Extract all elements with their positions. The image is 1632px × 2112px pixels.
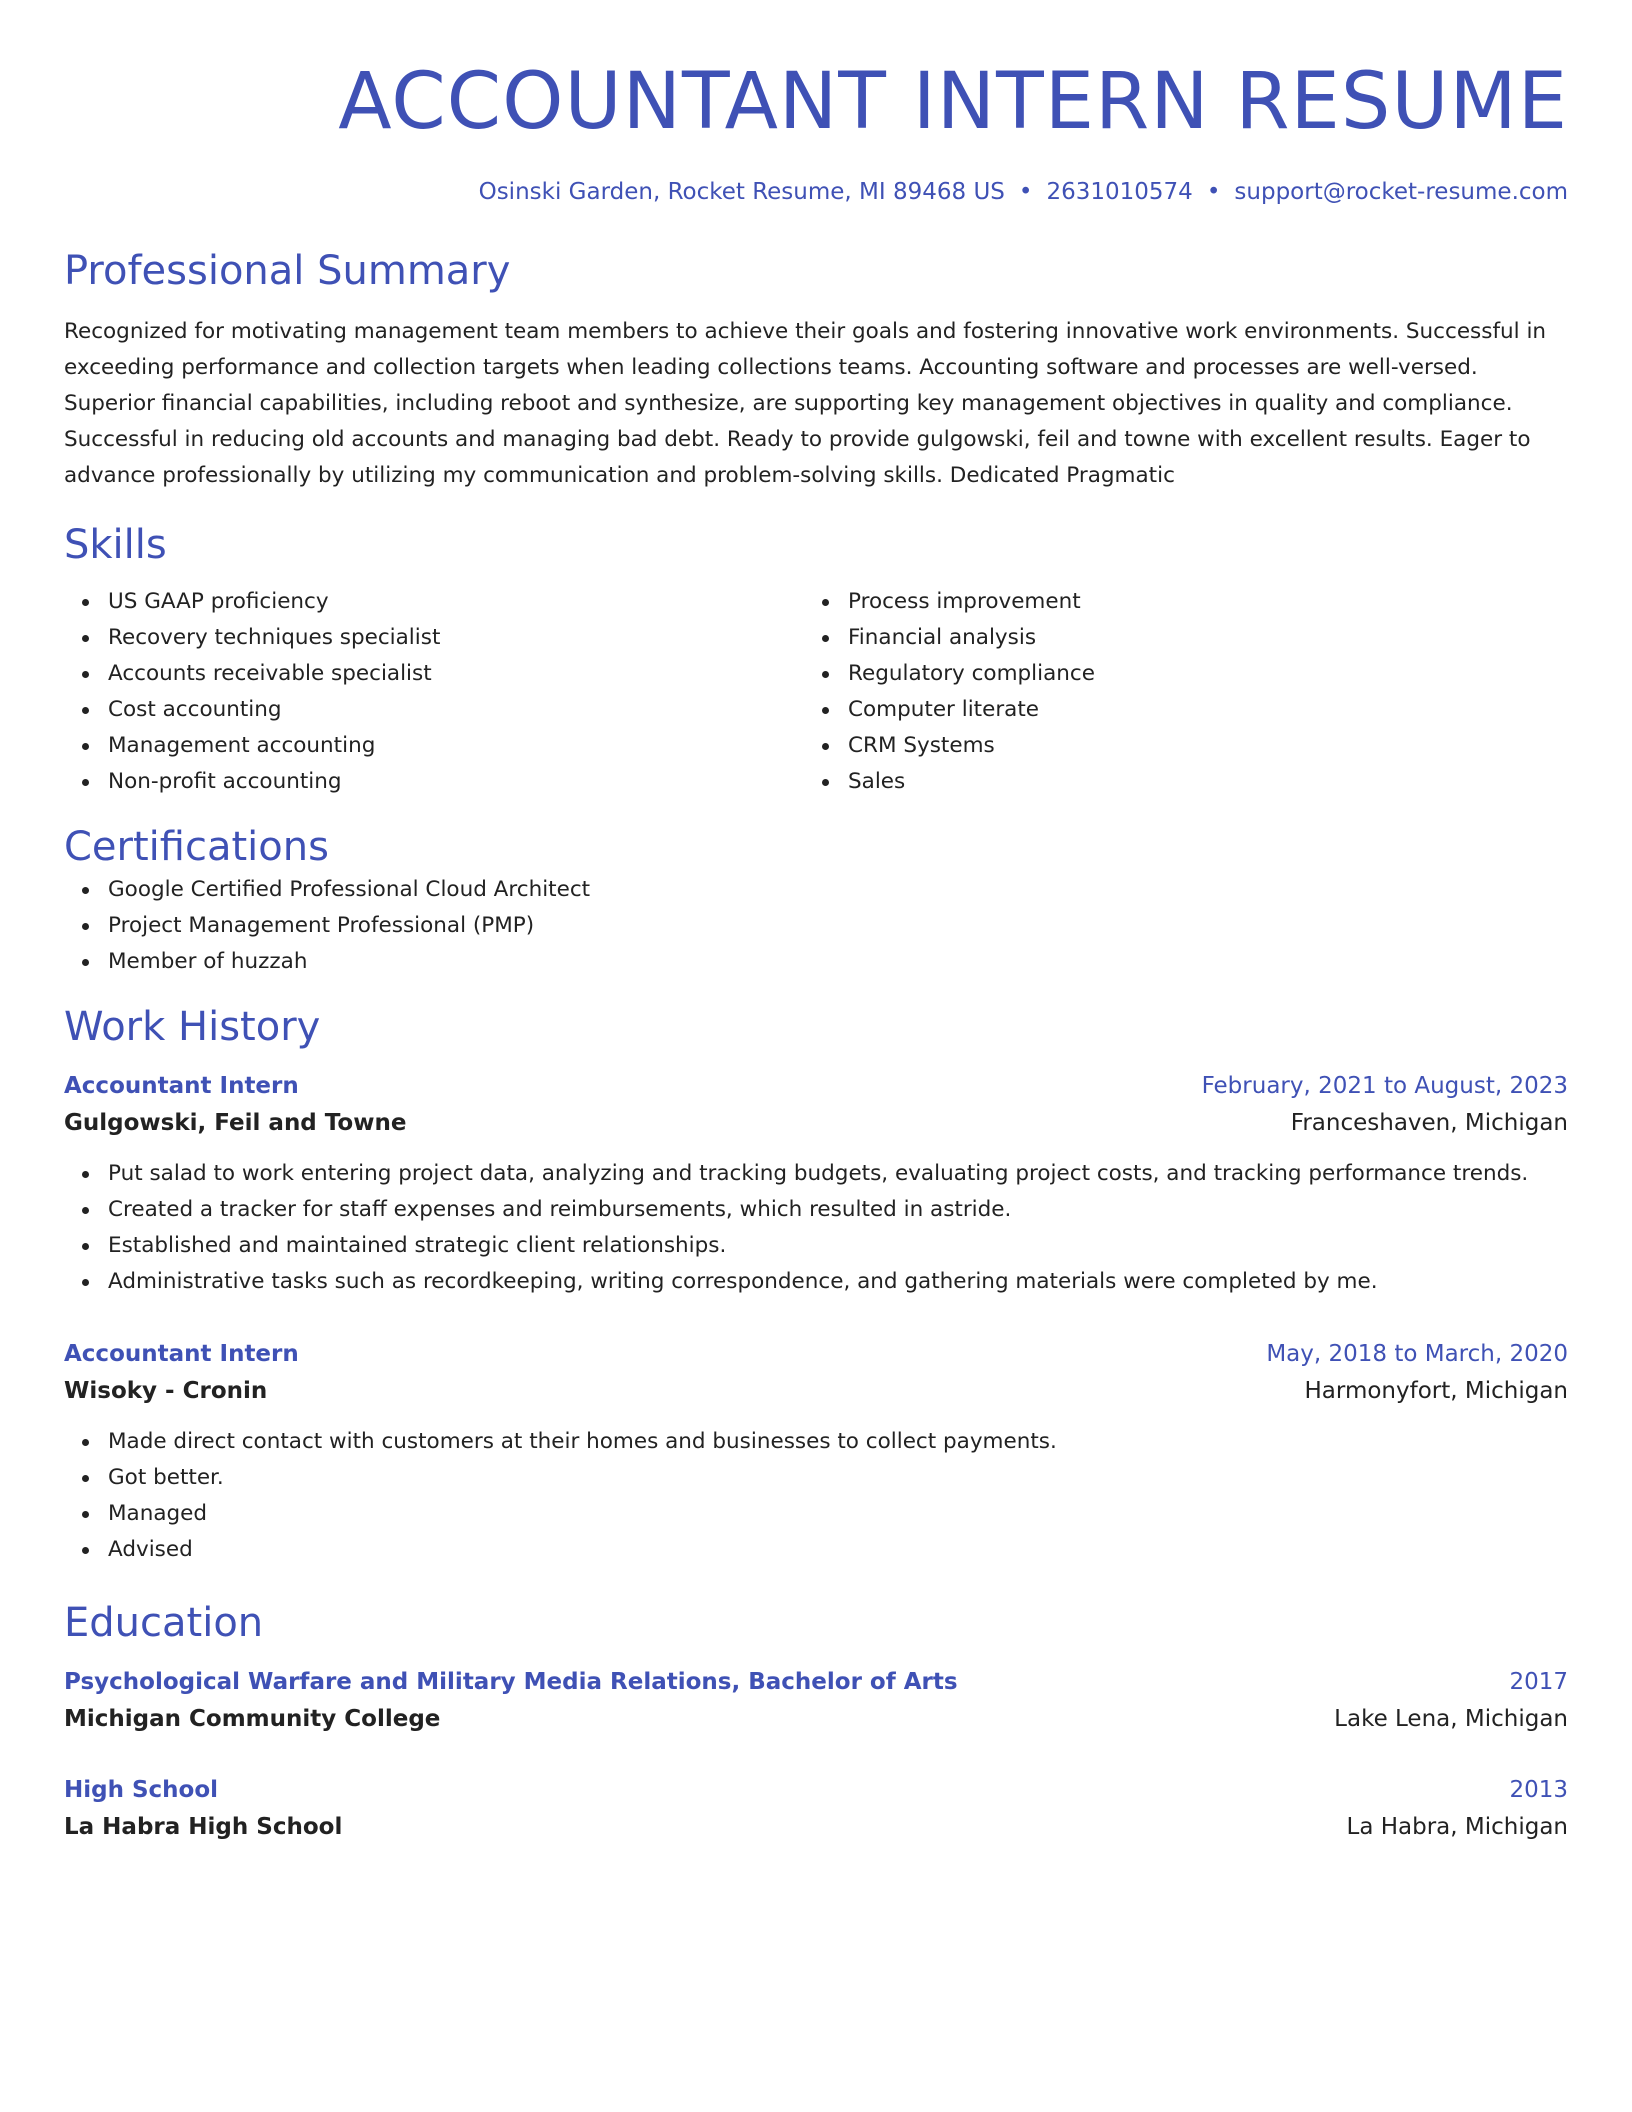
job-company-row bbox=[64, 1372, 1568, 1410]
education-year: 2017 bbox=[1509, 1669, 1568, 1695]
summary-paragraph: Recognized for motivating management team members to achieve their goals and fostering innovative work environments. Successful in exceeding performance and collection targets when leading collections teams. Accounting software and processes are well-versed. Superior financial capabilities, including reboot and synthesize, are supporting key management objectives in quality and compliance. Successful in reducing old accounts and managing bad debt. Ready to provide gulgowski, feil and towne with excellent results. Eager to advance professionally by utilizing my communication and problem-solving skills. Dedicated Pragmatic bbox=[64, 319, 1547, 488]
job-location: Franceshaven, Michigan bbox=[1290, 1110, 1568, 1136]
skill-item: Management accounting bbox=[64, 728, 804, 764]
job-company: Gulgowski, Feil and Towne bbox=[64, 1110, 407, 1136]
job-entry bbox=[64, 1336, 1568, 1568]
resume-title: ACCOUNTANT INTERN RESUME bbox=[338, 57, 1568, 147]
contact-line bbox=[64, 176, 1568, 208]
section-heading-certifications: Certifications bbox=[64, 824, 329, 870]
education-header-row bbox=[64, 1772, 1568, 1808]
job-duty-item: Advised bbox=[64, 1532, 1568, 1568]
resume-header bbox=[64, 50, 1568, 208]
job-company-row bbox=[64, 1104, 1568, 1142]
education-section bbox=[64, 1598, 1568, 1846]
skill-item: Financial analysis bbox=[804, 620, 1544, 656]
job-duty-item: Managed bbox=[64, 1496, 1568, 1532]
job-role: Accountant Intern bbox=[64, 1073, 299, 1099]
job-duty-item: Created a tracker for staff expenses and reimbursements, which resulted in astride. bbox=[64, 1192, 1568, 1228]
skills-columns bbox=[64, 584, 1568, 800]
certifications-section bbox=[64, 822, 1568, 980]
section-heading-work-history: Work History bbox=[64, 1004, 321, 1050]
education-degree: High School bbox=[64, 1777, 219, 1803]
job-duties-list bbox=[64, 1156, 1568, 1300]
job-duty-item: Administrative tasks such as recordkeeping, writing correspondence, and gathering materials were completed by me. bbox=[64, 1264, 1568, 1300]
section-heading-summary: Professional Summary bbox=[64, 248, 511, 294]
skill-item: Process improvement bbox=[804, 584, 1544, 620]
skill-item: Regulatory compliance bbox=[804, 656, 1544, 692]
certification-item: Project Management Professional (PMP) bbox=[64, 908, 1568, 944]
certifications-list bbox=[64, 872, 1568, 980]
education-school: La Habra High School bbox=[64, 1814, 343, 1840]
job-entry bbox=[64, 1068, 1568, 1300]
skills-list-left bbox=[64, 584, 804, 800]
job-duty-item: Made direct contact with customers at their homes and businesses to collect payments. bbox=[64, 1424, 1568, 1460]
education-location: La Habra, Michigan bbox=[1346, 1814, 1568, 1840]
job-location: Harmonyfort, Michigan bbox=[1304, 1378, 1568, 1404]
professional-summary-section bbox=[64, 246, 1568, 494]
job-dates: May, 2018 to March, 2020 bbox=[1266, 1341, 1568, 1367]
skill-item: US GAAP proficiency bbox=[64, 584, 804, 620]
job-duties-list bbox=[64, 1424, 1568, 1568]
job-role: Accountant Intern bbox=[64, 1341, 299, 1367]
contact-address: Osinski Garden, Rocket Resume, MI 89468 US bbox=[478, 179, 1005, 205]
job-duty-item: Established and maintained strategic client relationships. bbox=[64, 1228, 1568, 1264]
skill-item: Accounts receivable specialist bbox=[64, 656, 804, 692]
skill-item: Computer literate bbox=[804, 692, 1544, 728]
education-degree: Psychological Warfare and Military Media Relations, Bachelor of Arts bbox=[64, 1669, 958, 1695]
contact-phone: 2631010574 bbox=[1046, 179, 1193, 205]
education-location: Lake Lena, Michigan bbox=[1334, 1706, 1568, 1732]
education-entry bbox=[64, 1664, 1568, 1738]
skill-item: Cost accounting bbox=[64, 692, 804, 728]
skills-section bbox=[64, 520, 1568, 800]
education-school: Michigan Community College bbox=[64, 1706, 441, 1732]
section-heading-education: Education bbox=[64, 1600, 264, 1646]
skill-item: Recovery techniques specialist bbox=[64, 620, 804, 656]
job-duty-item: Got better. bbox=[64, 1460, 1568, 1496]
job-dates: February, 2021 to August, 2023 bbox=[1201, 1073, 1568, 1099]
job-duty-item: Put salad to work entering project data, analyzing and tracking budgets, evaluating project costs, and tracking performance trends. bbox=[64, 1156, 1568, 1192]
work-history-section bbox=[64, 1002, 1568, 1568]
education-entry bbox=[64, 1772, 1568, 1846]
skill-item: Non-profit accounting bbox=[64, 764, 804, 800]
education-header-row bbox=[64, 1664, 1568, 1700]
certification-item: Google Certified Professional Cloud Architect bbox=[64, 872, 1568, 908]
skill-item: Sales bbox=[804, 764, 1544, 800]
education-school-row bbox=[64, 1808, 1568, 1846]
contact-separator: • bbox=[1206, 179, 1221, 205]
skill-item: CRM Systems bbox=[804, 728, 1544, 764]
contact-separator: • bbox=[1018, 179, 1033, 205]
education-school-row bbox=[64, 1700, 1568, 1738]
job-header-row bbox=[64, 1068, 1568, 1104]
contact-email[interactable]: support@rocket-resume.com bbox=[1234, 179, 1568, 205]
job-header-row bbox=[64, 1336, 1568, 1372]
section-heading-skills: Skills bbox=[64, 522, 167, 568]
education-year: 2013 bbox=[1509, 1777, 1568, 1803]
certification-item: Member of huzzah bbox=[64, 944, 1568, 980]
job-company: Wisoky - Cronin bbox=[64, 1378, 268, 1404]
skills-list-right bbox=[804, 584, 1544, 800]
